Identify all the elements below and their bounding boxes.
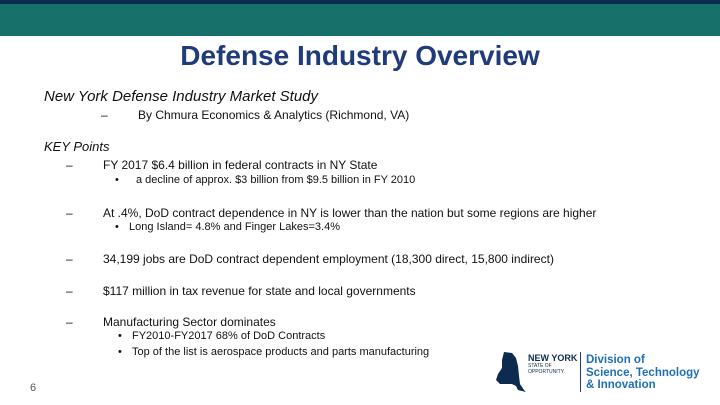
dash-marker: –	[66, 315, 73, 329]
new-york-state-map-icon	[494, 350, 528, 394]
dash-marker: –	[66, 206, 73, 220]
division-name	[586, 354, 700, 392]
dash-marker: –	[101, 108, 108, 122]
state-tagline-line-1: STATE OF	[528, 363, 552, 369]
division-line-1: Division of	[586, 354, 645, 366]
sub-bullet-text: FY2010-FY2017 68% of DoD Contracts	[132, 330, 326, 342]
key-point-text: $117 million in tax revenue for state and local governments	[103, 284, 416, 298]
key-point-text: 34,199 jobs are DoD contract dependent employment (18,300 direct, 15,800 indirect)	[103, 252, 554, 266]
bullet-marker: •	[118, 346, 122, 358]
dash-marker: –	[66, 284, 73, 298]
state-tagline	[528, 364, 565, 375]
slide-title: Defense Industry Overview	[180, 40, 540, 71]
logo-divider	[580, 352, 581, 392]
market-study-heading: New York Defense Industry Market Study	[44, 88, 319, 105]
dash-marker: –	[66, 158, 73, 172]
key-point-text: Manufacturing Sector dominates	[103, 315, 276, 329]
new-york-wordmark: NEW YORK	[528, 353, 578, 363]
key-point-text: FY 2017 $6.4 billion in federal contracts in NY State	[103, 158, 378, 172]
division-line-3: & Innovation	[586, 379, 656, 391]
state-tagline-line-2: OPPORTUNITY.	[528, 368, 565, 375]
sub-bullet-text: Long Island= 4.8% and Finger Lakes=3.4%	[129, 221, 340, 233]
bullet-marker: •	[118, 330, 122, 342]
division-line-2: Science, Technology	[586, 366, 700, 379]
sub-bullet-text: Top of the list is aerospace products and parts manufacturing	[132, 346, 430, 358]
dash-marker: –	[66, 252, 73, 266]
top-banner-edge	[0, 0, 720, 4]
top-banner	[0, 0, 720, 36]
key-point-text: At .4%, DoD contract dependence in NY is lower than the nation but some regions are higher	[103, 206, 597, 220]
key-points-heading: KEY Points	[44, 139, 110, 154]
source-text: By Chmura Economics & Analytics (Richmond, VA)	[138, 108, 410, 122]
sub-bullet-text: a decline of approx. $3 billion from $9.5 billion in FY 2010	[136, 174, 416, 186]
page-number: 6	[30, 382, 37, 394]
bullet-marker: •	[115, 221, 119, 233]
nys-division-logo	[494, 350, 704, 400]
bullet-marker: •	[115, 174, 119, 186]
